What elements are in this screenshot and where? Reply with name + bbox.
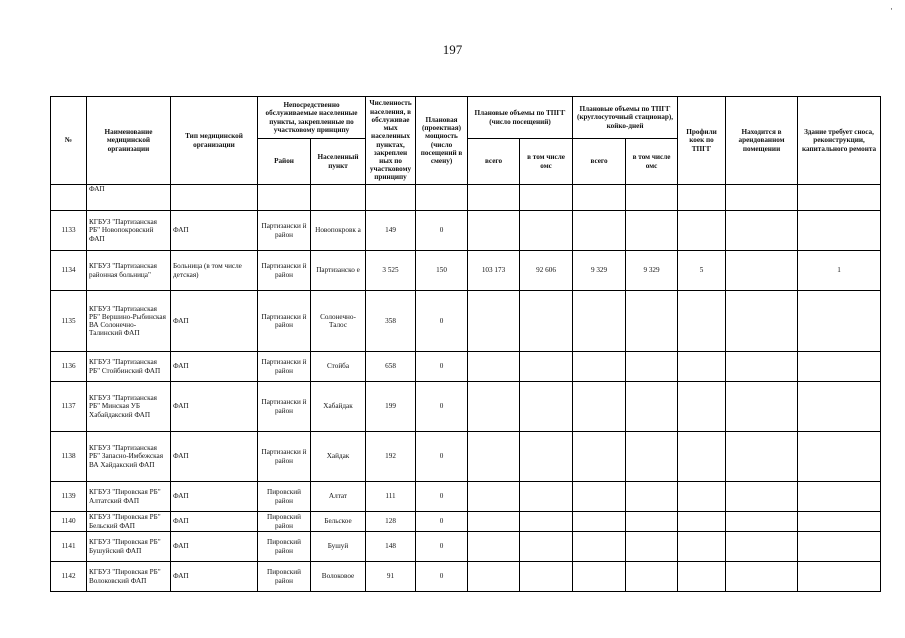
outpatient-oms-cell — [520, 211, 573, 251]
settlement-cell: Алтат — [311, 482, 366, 512]
inpatient-oms-cell: 9 329 — [626, 251, 678, 291]
outpatient-total-cell — [468, 482, 520, 512]
profile-beds-cell — [678, 432, 726, 482]
inpatient-total-cell — [573, 352, 626, 382]
table-row — [51, 432, 881, 482]
population-cell: 111 — [366, 482, 416, 512]
table-row — [51, 291, 881, 352]
org-name-cell: КГБУЗ "Партизанская РБ" Минская УБ Хабайдакский ФАП — [87, 382, 171, 432]
outpatient-total-cell — [468, 512, 520, 532]
inpatient-oms-cell — [626, 532, 678, 562]
header-settlement: Населенный пункт — [311, 139, 366, 185]
org-type-cell: ФАП — [171, 291, 258, 352]
inpatient-oms-cell — [626, 291, 678, 352]
population-cell: 91 — [366, 562, 416, 592]
row-number: 1138 — [51, 432, 87, 482]
population-cell: 358 — [366, 291, 416, 352]
org-name-cell: КГБУЗ "Партизанская районная больница" — [87, 251, 171, 291]
settlement-cell: Хабайдак — [311, 382, 366, 432]
table-header — [51, 97, 881, 185]
header-inpatient-volumes: Плановые объемы по ТПГГ (круглосуточный стационар), койко-дней — [573, 97, 678, 139]
district-cell: Партизански й район — [258, 352, 311, 382]
table-row — [51, 482, 881, 512]
corner-mark: · — [890, 4, 893, 14]
district-cell: Пировский район — [258, 532, 311, 562]
page-number: 197 — [442, 42, 463, 57]
settlement-cell: Солонечно-Талос — [311, 291, 366, 352]
rented-cell — [726, 382, 798, 432]
inpatient-total-cell — [573, 532, 626, 562]
inpatient-total-cell — [573, 562, 626, 592]
outpatient-total-cell — [468, 532, 520, 562]
repair-cell — [798, 211, 881, 251]
row-number: 1134 — [51, 251, 87, 291]
district-cell: Пировский район — [258, 512, 311, 532]
org-name-cell: КГБУЗ "Пировская РБ" Бельский ФАП — [87, 512, 171, 532]
table-body — [51, 185, 881, 592]
facility-table — [50, 96, 881, 592]
org-type-cell: ФАП — [171, 352, 258, 382]
profile-beds-cell — [678, 211, 726, 251]
outpatient-total-cell: 103 173 — [468, 251, 520, 291]
outpatient-oms-cell — [520, 562, 573, 592]
inpatient-total-cell — [573, 482, 626, 512]
population-cell: 148 — [366, 532, 416, 562]
header-profile-beds: Профили коек по ТПГГ — [678, 97, 726, 185]
profile-beds-cell — [678, 532, 726, 562]
outpatient-oms-cell — [520, 382, 573, 432]
inpatient-oms-cell — [626, 432, 678, 482]
repair-cell: 1 — [798, 251, 881, 291]
org-type-cell: ФАП — [171, 211, 258, 251]
profile-beds-cell — [678, 562, 726, 592]
header-district: Район — [258, 139, 311, 185]
header-no: № — [51, 97, 87, 185]
inpatient-total-cell — [573, 382, 626, 432]
header-outpatient-oms: в том числе омс — [520, 139, 573, 185]
repair-cell — [798, 352, 881, 382]
settlement-cell: Новопокровк а — [311, 211, 366, 251]
settlement-cell: Стойба — [311, 352, 366, 382]
profile-beds-cell — [678, 512, 726, 532]
outpatient-oms-cell: 92 606 — [520, 251, 573, 291]
population-cell: 658 — [366, 352, 416, 382]
header-repair: Здание требует сноса, реконструкции, капитального ремонта — [798, 97, 881, 185]
table-row — [51, 382, 881, 432]
outpatient-oms-cell — [520, 352, 573, 382]
outpatient-total-cell — [468, 352, 520, 382]
header-inpatient-oms: в том числе омс — [626, 139, 678, 185]
outpatient-oms-cell — [520, 532, 573, 562]
repair-cell — [798, 291, 881, 352]
capacity-cell: 0 — [416, 562, 468, 592]
rented-cell — [726, 291, 798, 352]
org-type-cell: ФАП — [171, 562, 258, 592]
outpatient-oms-cell — [520, 512, 573, 532]
row-number: 1137 — [51, 382, 87, 432]
capacity-cell: 0 — [416, 512, 468, 532]
repair-cell — [798, 432, 881, 482]
row-number: 1135 — [51, 291, 87, 352]
org-name-cell: КГБУЗ "Пировская РБ" Алтатский ФАП — [87, 482, 171, 512]
rented-cell — [726, 352, 798, 382]
continuation-row — [51, 185, 881, 211]
org-type-cell: ФАП — [171, 482, 258, 512]
org-name-cell: КГБУЗ "Партизанская РБ" Вершино-Рыбинская ВА Солонечно-Талинский ФАП — [87, 291, 171, 352]
district-cell: Пировский район — [258, 482, 311, 512]
row-number: 1141 — [51, 532, 87, 562]
header-org-name: Наименование медицинской организации — [87, 97, 171, 185]
table-row — [51, 512, 881, 532]
inpatient-oms-cell — [626, 512, 678, 532]
repair-cell — [798, 562, 881, 592]
org-type-cell: Больница (в том числе детская) — [171, 251, 258, 291]
row-number: 1140 — [51, 512, 87, 532]
row-number: 1136 — [51, 352, 87, 382]
header-org-type: Тип медицинской организации — [171, 97, 258, 185]
outpatient-total-cell — [468, 291, 520, 352]
population-cell: 192 — [366, 432, 416, 482]
repair-cell — [798, 532, 881, 562]
profile-beds-cell — [678, 352, 726, 382]
district-cell: Партизански й район — [258, 291, 311, 352]
capacity-cell: 0 — [416, 482, 468, 512]
repair-cell — [798, 382, 881, 432]
org-name-cell: КГБУЗ "Партизанская РБ" Запасно-Имбежская ВА Хайдакский ФАП — [87, 432, 171, 482]
outpatient-total-cell — [468, 562, 520, 592]
rented-cell — [726, 512, 798, 532]
inpatient-total-cell: 9 329 — [573, 251, 626, 291]
header-population: Численность населения, в обслуживае мых населенных пунктах, закреплен ных по участковому принципу — [366, 97, 416, 185]
outpatient-oms-cell — [520, 291, 573, 352]
row-number: 1133 — [51, 211, 87, 251]
rented-cell — [726, 532, 798, 562]
row-number: 1139 — [51, 482, 87, 512]
population-cell: 128 — [366, 512, 416, 532]
inpatient-oms-cell — [626, 382, 678, 432]
capacity-cell: 150 — [416, 251, 468, 291]
table-row — [51, 562, 881, 592]
outpatient-total-cell — [468, 382, 520, 432]
district-cell: Партизански й район — [258, 432, 311, 482]
capacity-cell: 0 — [416, 532, 468, 562]
inpatient-oms-cell — [626, 211, 678, 251]
inpatient-total-cell — [573, 512, 626, 532]
org-type-cell: ФАП — [171, 532, 258, 562]
inpatient-total-cell — [573, 211, 626, 251]
outpatient-oms-cell — [520, 482, 573, 512]
inpatient-oms-cell — [626, 562, 678, 592]
profile-beds-cell — [678, 291, 726, 352]
settlement-cell: Бушуй — [311, 532, 366, 562]
district-cell: Партизански й район — [258, 211, 311, 251]
table-row — [51, 251, 881, 291]
capacity-cell: 0 — [416, 382, 468, 432]
header-outpatient-total: всего — [468, 139, 520, 185]
org-name-cell: КГБУЗ "Пировская РБ" Волоковский ФАП — [87, 562, 171, 592]
header-capacity: Плановая (проектная) мощность (число посещений в смену) — [416, 97, 468, 185]
repair-cell — [798, 512, 881, 532]
table-row — [51, 211, 881, 251]
outpatient-total-cell — [468, 432, 520, 482]
capacity-cell: 0 — [416, 291, 468, 352]
org-type-cell: ФАП — [171, 432, 258, 482]
inpatient-oms-cell — [626, 352, 678, 382]
population-cell: 149 — [366, 211, 416, 251]
org-type-cell: ФАП — [171, 512, 258, 532]
inpatient-total-cell — [573, 291, 626, 352]
header-inpatient-total: всего — [573, 139, 626, 185]
district-cell: Пировский район — [258, 562, 311, 592]
settlement-cell: Хайдак — [311, 432, 366, 482]
profile-beds-cell: 5 — [678, 251, 726, 291]
capacity-cell: 0 — [416, 352, 468, 382]
inpatient-total-cell — [573, 432, 626, 482]
capacity-cell: 0 — [416, 211, 468, 251]
rented-cell — [726, 482, 798, 512]
header-rented: Находится в арендованном помещении — [726, 97, 798, 185]
settlement-cell: Партизанско е — [311, 251, 366, 291]
inpatient-oms-cell — [626, 482, 678, 512]
row-number: 1142 — [51, 562, 87, 592]
org-name-cell: КГБУЗ "Пировская РБ" Бушуйский ФАП — [87, 532, 171, 562]
org-name-cell: КГБУЗ "Партизанская РБ" Новопокровский ФАП — [87, 211, 171, 251]
org-name-cell: КГБУЗ "Партизанская РБ" Стойбинский ФАП — [87, 352, 171, 382]
rented-cell — [726, 562, 798, 592]
org-type-cell: ФАП — [171, 382, 258, 432]
profile-beds-cell — [678, 482, 726, 512]
district-cell: Партизански й район — [258, 251, 311, 291]
repair-cell — [798, 482, 881, 512]
table-row — [51, 532, 881, 562]
rented-cell — [726, 251, 798, 291]
header-attached-settlements: Непосредственно обслуживаемые населенные пункты, закрепленные по участковому принципу — [258, 97, 366, 139]
settlement-cell: Волоковое — [311, 562, 366, 592]
outpatient-oms-cell — [520, 432, 573, 482]
settlement-cell: Бельское — [311, 512, 366, 532]
profile-beds-cell — [678, 382, 726, 432]
population-cell: 3 525 — [366, 251, 416, 291]
header-outpatient-volumes: Плановые объемы по ТПГГ (число посещений) — [468, 97, 573, 139]
district-cell: Партизански й район — [258, 382, 311, 432]
outpatient-total-cell — [468, 211, 520, 251]
rented-cell — [726, 432, 798, 482]
population-cell: 199 — [366, 382, 416, 432]
continuation-org: ФАП — [87, 185, 171, 211]
rented-cell — [726, 211, 798, 251]
capacity-cell: 0 — [416, 432, 468, 482]
table-row — [51, 352, 881, 382]
